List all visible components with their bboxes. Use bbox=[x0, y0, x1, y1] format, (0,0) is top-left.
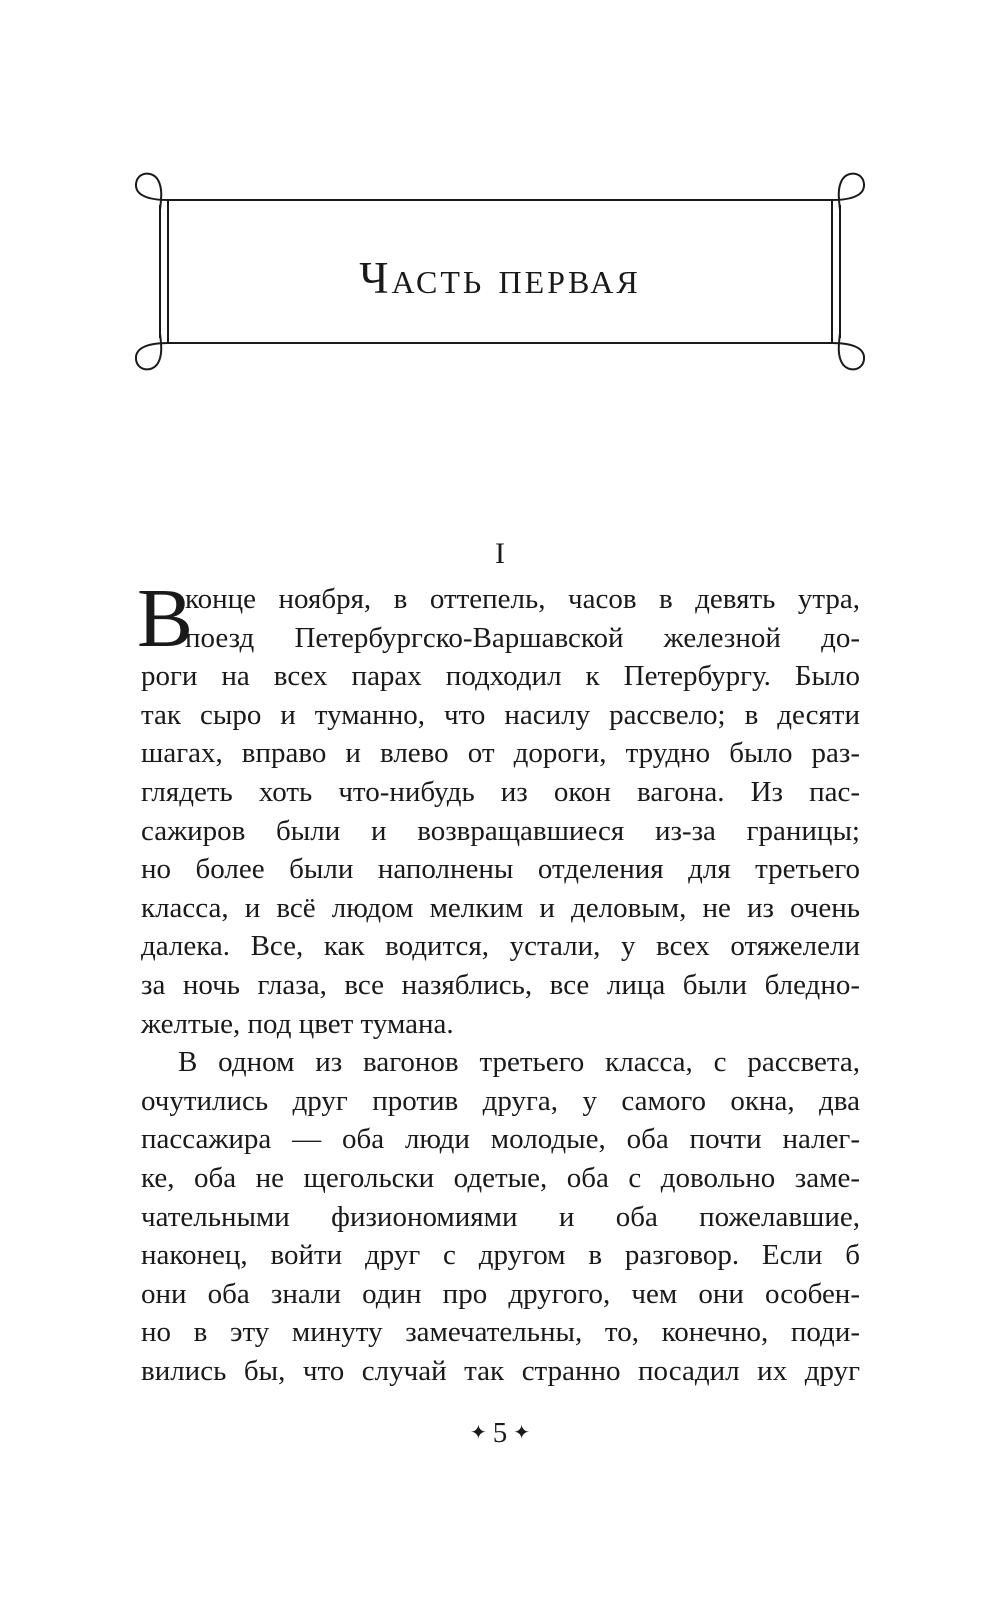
text-line: поезд Петербургско-Варшавской железной до- bbox=[185, 621, 860, 654]
text-line: вились бы, что случай так странно посадил их друг bbox=[141, 1354, 860, 1387]
text-line: но более были наполнены отделения для третьего bbox=[141, 853, 860, 886]
text-line: за ночь глаза, все назяблись, все лица были бледно- bbox=[141, 968, 860, 1001]
text-line: глядеть хоть что-нибудь из окон вагона. Из пас- bbox=[141, 775, 860, 808]
text-line: роги на всех парах подходил к Петербургу. Было bbox=[141, 660, 860, 693]
page-footer bbox=[0, 1415, 1000, 1451]
text-line: класса, и всё людом мелким и деловым, не из очень bbox=[141, 891, 860, 924]
text-line: так сыро и туманно, что насилу рассвело; в десяти bbox=[141, 698, 860, 731]
text-line: ке, оба не щегольски одетые, оба с довольно заме- bbox=[141, 1161, 860, 1194]
text-line: В одном из вагонов третьего класса, с рассвета, bbox=[178, 1046, 860, 1079]
text-line: далека. Все, как водится, устали, у всех отяжелели bbox=[141, 930, 860, 963]
star-ornament-icon: ✦ bbox=[513, 1422, 531, 1444]
title-frame-ornament bbox=[0, 0, 1000, 420]
chapter-number: I bbox=[495, 537, 505, 570]
text-line: чательными физиономиями и оба пожелавшие, bbox=[141, 1200, 860, 1233]
text-line: но в эту минуту замечательны, то, конечно, поди- bbox=[141, 1316, 860, 1349]
text-line: желтые, под цвет тумана. bbox=[141, 1007, 454, 1040]
part-title: Часть первая bbox=[359, 253, 641, 303]
page-number: 5 bbox=[492, 1417, 508, 1449]
chapter-text bbox=[137, 572, 860, 1390]
text-line: пассажира — оба люди молодые, оба почти налег- bbox=[141, 1123, 860, 1156]
text-line: шагах, вправо и влево от дороги, трудно было раз- bbox=[141, 737, 860, 770]
star-ornament-icon: ✦ bbox=[469, 1422, 487, 1444]
drop-cap: В bbox=[137, 572, 194, 665]
text-line: они оба знали один про другого, чем они особен- bbox=[141, 1277, 860, 1310]
text-line: сажиров были и возвращавшиеся из-за границы; bbox=[141, 814, 860, 847]
text-line: наконец, войти друг с другом в разговор. Если б bbox=[141, 1239, 860, 1272]
text-line: конце ноября, в оттепель, часов в девять утра, bbox=[185, 583, 860, 615]
text-line: очутились друг против друга, у самого окна, два bbox=[141, 1084, 860, 1117]
